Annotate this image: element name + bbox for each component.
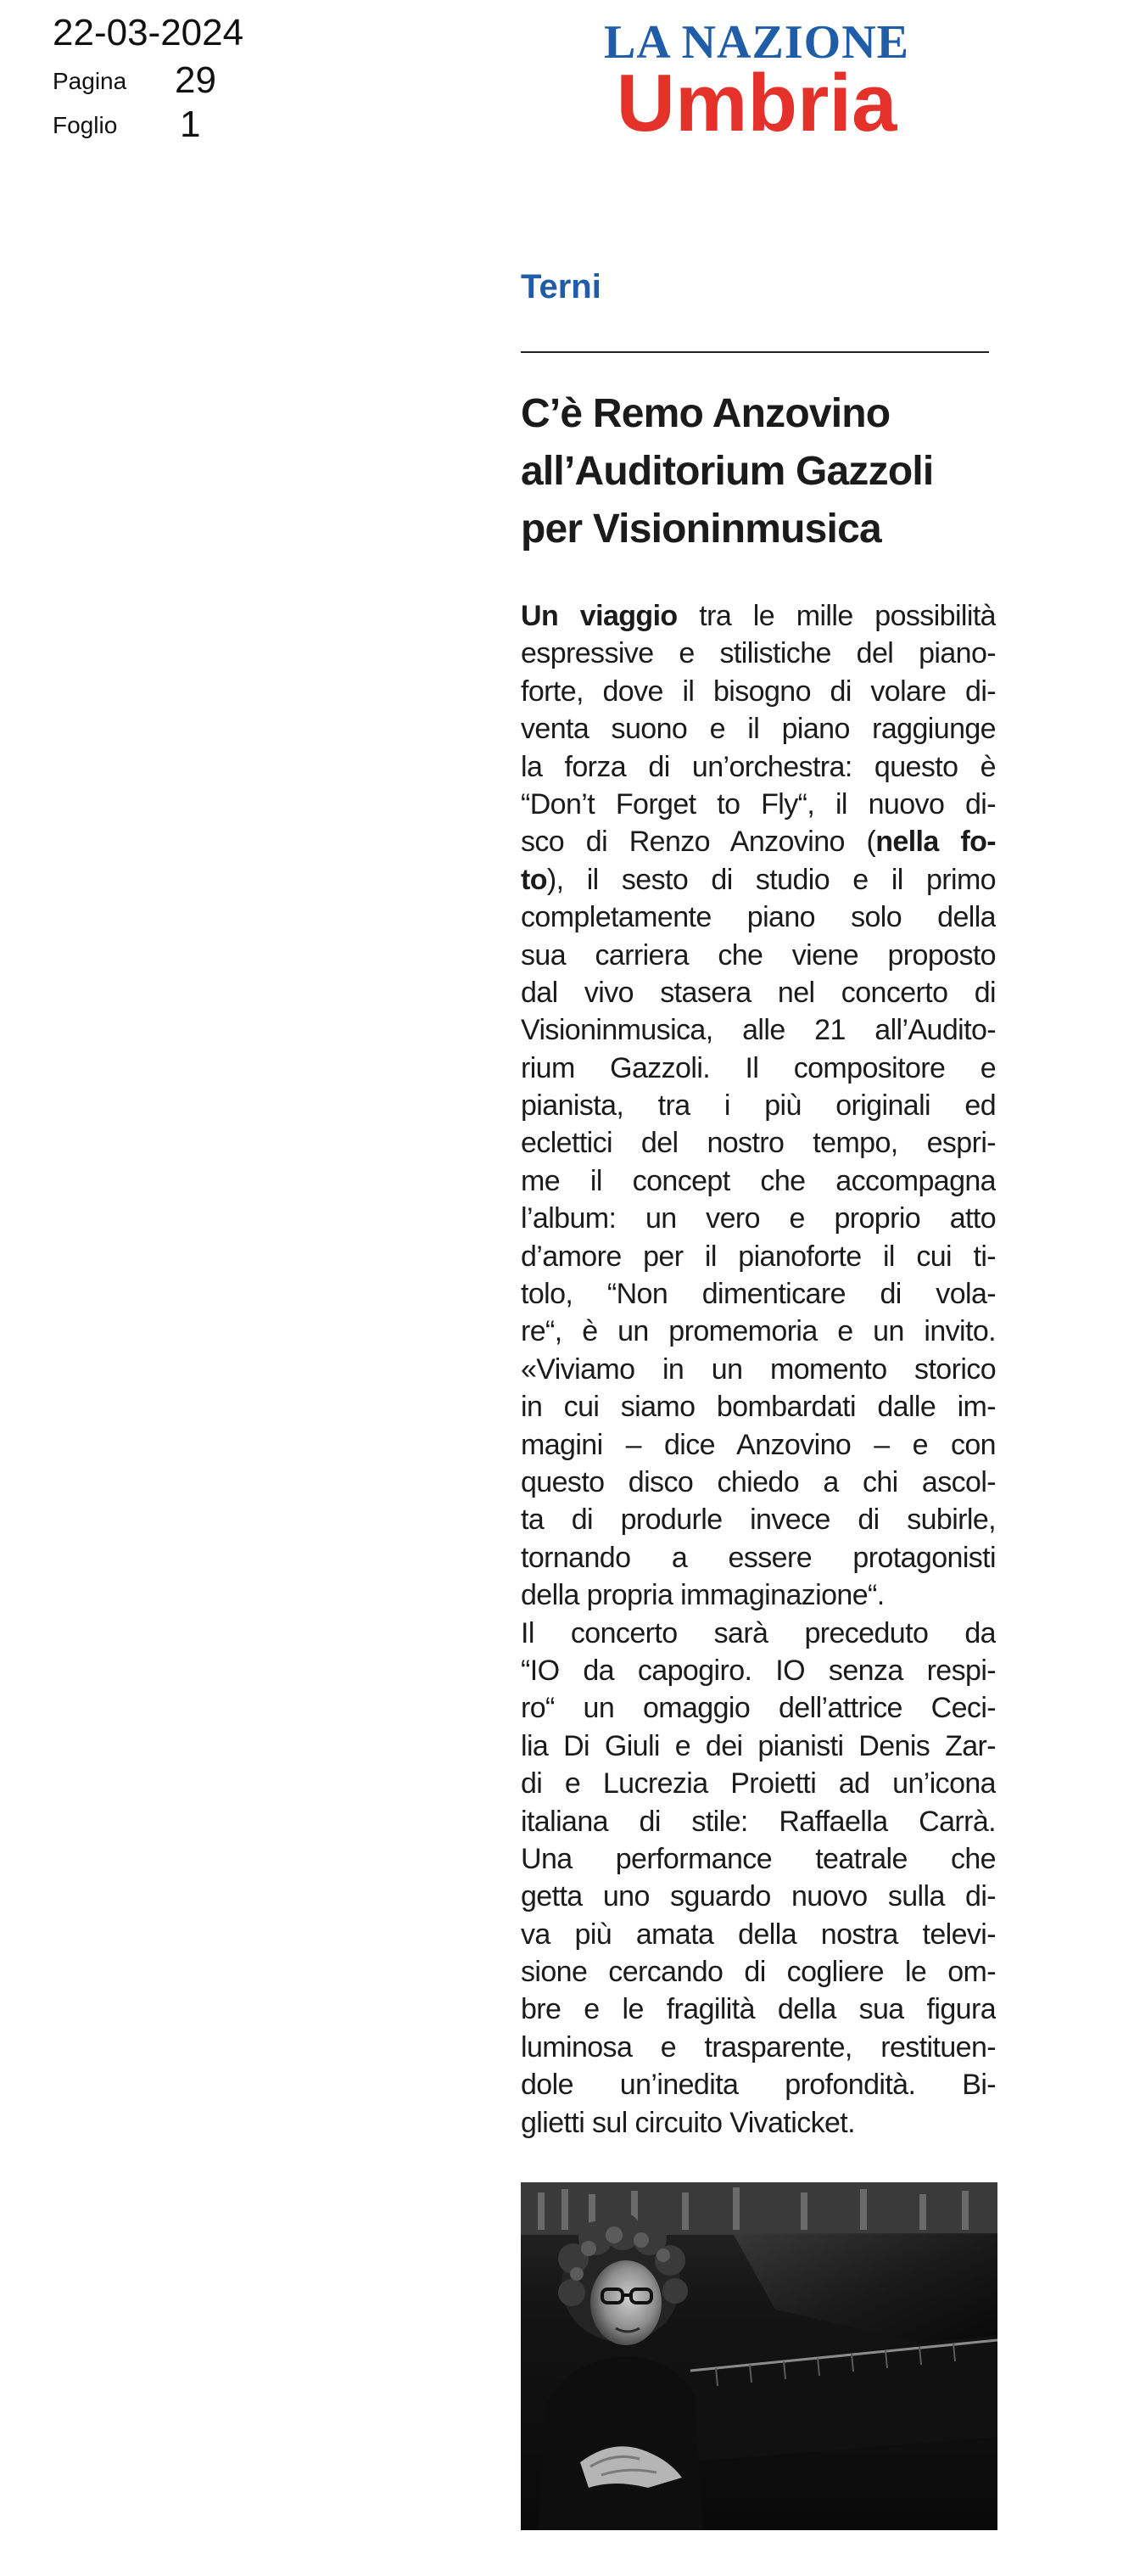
body-line: Il concerto sarà preceduto da <box>521 1616 996 1649</box>
clipping-date: 22-03-2024 <box>53 12 244 53</box>
body-line: bre e le fragilità della sua figura <box>521 1993 996 2026</box>
pianist-photo-illustration <box>521 2182 997 2530</box>
body-line: italiana di stile: Raffaella Carrà. <box>521 1805 996 1838</box>
sheet-number: 1 <box>180 104 201 145</box>
sheet-label: Foglio <box>53 112 118 138</box>
body-line: d’amore per il pianoforte il cui ti- <box>521 1240 996 1273</box>
article-photo <box>521 2182 997 2530</box>
body-line: to), il sesto di studio e il primo <box>521 863 996 896</box>
body-line: questo disco chiedo a chi ascol- <box>521 1465 996 1498</box>
body-line: eclettici del nostro tempo, espri- <box>521 1127 996 1160</box>
article-headline <box>521 385 996 558</box>
headline-line: C’è Remo Anzovino <box>521 391 891 436</box>
body-line: tornando a essere protagonisti <box>521 1541 996 1574</box>
body-line: dal vivo stasera nel concerto di <box>521 976 996 1009</box>
body-line: ro“ un omaggio dell’attrice Ceci- <box>521 1692 996 1725</box>
body-line: la forza di un’orchestra: questo è <box>521 750 996 783</box>
body-line: “Don’t Forget to Fly“, il nuovo di- <box>521 787 996 820</box>
body-line: in cui siamo bombardati dalle im- <box>521 1391 996 1424</box>
body-line: luminosa e trasparente, restituen- <box>521 2030 996 2064</box>
body-line: sco di Renzo Anzovino (nella fo- <box>521 826 996 859</box>
section-divider <box>521 351 989 353</box>
page-number: 29 <box>175 59 216 101</box>
body-line: glietti sul circuito Vivaticket. <box>521 2106 855 2139</box>
body-line: forte, dove il bisogno di volare di- <box>521 675 996 708</box>
body-line: me il concept che accompagna <box>521 1164 996 1197</box>
body-line: getta uno sguardo nuovo sulla di- <box>521 1880 996 1913</box>
body-line: sione cercando di cogliere le om- <box>521 1956 996 1989</box>
body-line: tolo, “Non dimenticare di vola- <box>521 1278 996 1311</box>
article-body <box>521 597 996 2142</box>
body-line: Un viaggio tra le mille possibilità <box>521 600 996 632</box>
body-line: pianista, tra i più originali ed <box>521 1089 996 1123</box>
body-line: ta di produrle invece di subirle, <box>521 1504 996 1537</box>
body-line: dole un’inedita profondità. Bi- <box>521 2069 996 2102</box>
body-line: re“, è un promemoria e un invito. <box>521 1315 996 1348</box>
body-line: magini – dice Anzovino – e con <box>521 1428 996 1461</box>
photo-credit-bold: to <box>521 863 547 896</box>
body-line: rium Gazzoli. Il compositore e <box>521 1051 996 1084</box>
newspaper-masthead <box>570 16 943 148</box>
photo-credit-bold: nella fo- <box>875 826 996 859</box>
body-line: di e Lucrezia Proietti ad un’icona <box>521 1767 996 1800</box>
body-line: Visioninmusica, alle 21 all’Audito- <box>521 1014 996 1047</box>
body-line: venta suono e il piano raggiunge <box>521 713 996 746</box>
body-line: della propria immaginazione“. <box>521 1579 885 1612</box>
body-line: espressive e stilistiche del piano- <box>521 637 996 670</box>
body-line: va più amata della nostra televi- <box>521 1918 996 1951</box>
body-line: Una performance teatrale che <box>521 1842 996 1875</box>
body-line: “IO da capogiro. IO senza respi- <box>521 1654 996 1687</box>
headline-line: per Visioninmusica <box>521 507 881 552</box>
headline-line: all’Auditorium Gazzoli <box>521 449 934 494</box>
page-label: Pagina <box>53 68 127 94</box>
body-line: sua carriera che viene proposto <box>521 938 996 972</box>
body-line: completamente piano solo della <box>521 901 996 934</box>
masthead-bottom: Umbria <box>616 58 897 148</box>
lead-bold: Un viaggio <box>521 600 678 632</box>
masthead-top: LA NAZIONE <box>603 16 910 69</box>
body-line: lia Di Giuli e dei pianisti Denis Zar- <box>521 1729 996 1762</box>
body-line: «Viviamo in un momento storico <box>521 1352 996 1386</box>
body-line: l’album: un vero e proprio atto <box>521 1202 996 1235</box>
section-label: Terni <box>521 268 601 305</box>
